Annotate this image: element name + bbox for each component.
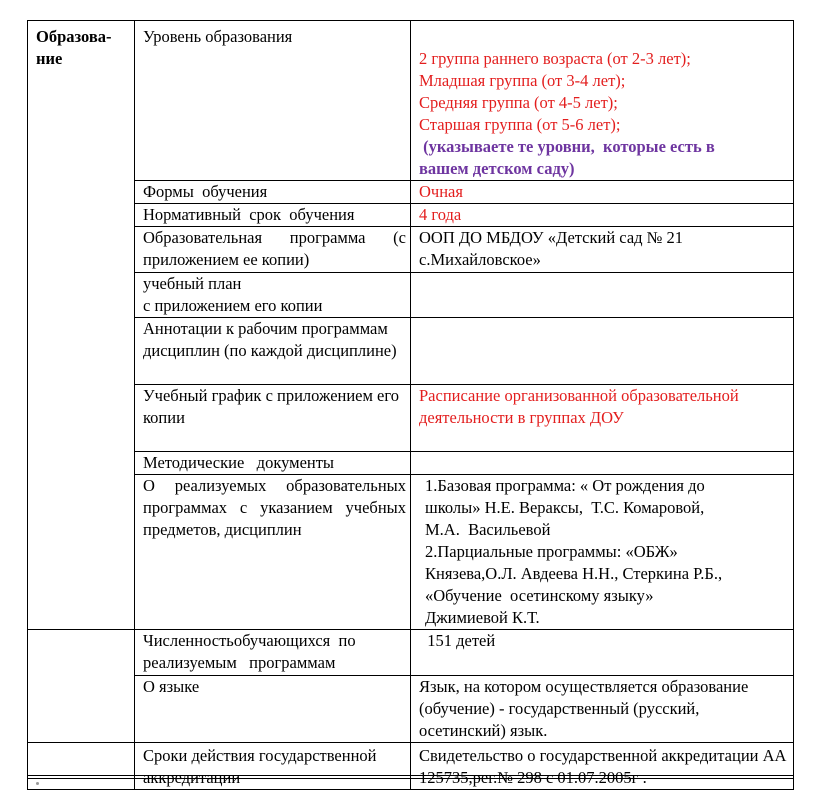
row-value-text: Очная [419,182,463,201]
row-value [411,273,794,318]
value-line: Старшая группа (от 5-6 лет); [419,115,621,134]
table-bottom-double-rule [27,775,793,779]
row-label [135,21,411,181]
row-value [411,227,794,273]
row-label-text: Формы обучения [143,182,268,201]
row-value [411,204,794,227]
row-value [411,452,794,475]
table-row [28,204,794,227]
table-row [28,385,794,452]
row-label [135,630,411,676]
value-line: Джимиевой К.Т. [425,608,540,627]
row-label-text: О языке [143,677,200,696]
table-row [28,743,794,790]
row-label [135,743,411,790]
row-label-text: Аннотации к рабочим программам дисциплин (по каждой дисциплине) [143,319,397,360]
row-value [411,21,794,181]
value-line: «Обучение осетинскому языку» [425,586,654,605]
table-row [28,630,794,676]
row-value-text: Свидетельство о государственной аккредитации АА 125735,рег.№ 298 с 01.07.2005г . [419,746,787,787]
row-value [411,743,794,790]
section-label-cell [28,21,135,630]
value-line: школы» Н.Е. Вераксы, Т.С. Комаровой, [425,498,705,517]
row-label-text: Нормативный срок обучения [143,205,355,224]
document-table [27,20,794,790]
row-value [411,385,794,452]
row-value [411,630,794,676]
row-value [411,181,794,204]
footnote-mark [36,782,39,785]
row-label-text: Учебный график с приложением его копии [143,386,399,427]
row-value-text: Язык, на котором осуществляется образование (обучение) - государственный (русский, осетинский) язык. [419,677,749,740]
row-label [135,273,411,318]
table-row [28,318,794,385]
row-label-text: Методические документы [143,453,335,472]
row-value-text: Расписание организованной образовательной деятельности в группах ДОУ [419,386,739,427]
row-label [135,181,411,204]
value-line: 2.Парциальные программы: «ОБЖ» [425,542,678,561]
row-value-text: 4 года [419,205,462,224]
value-line: 1.Базовая программа: « От рождения до [425,476,705,495]
row-label [135,318,411,385]
row-label-text: Сроки действия государственной аккредитации [143,746,377,787]
row-value-text: ООП ДО МБДОУ «Детский сад № 21 с.Михайловское» [419,228,684,269]
value-line: 2 группа раннего возраста (от 2-3 лет); [419,49,691,68]
value-note-line: вашем детском саду) [419,159,575,178]
row-label [135,204,411,227]
row-label [135,475,411,630]
section-label: Образова- ние [36,27,112,68]
empty-cell [28,630,135,743]
row-value [411,475,794,630]
table-row [28,181,794,204]
value-line: Князева,О.Л. Авдеева Н.Н., Стеркина Р.Б., [425,564,723,583]
empty-cell [28,743,135,790]
table-row [28,452,794,475]
row-label [135,227,411,273]
table-row [28,676,794,743]
value-line: М.А. Васильевой [425,520,551,539]
row-value-text: 151 детей [419,631,496,650]
row-value [411,318,794,385]
row-label-text: Образовательная программа (с приложением ее копии) [143,228,406,269]
row-label-text: учебный план с приложением его копии [143,274,323,315]
table-row [28,475,794,630]
row-label-text: Численностьобучающихся по реализуемым программам [143,631,360,672]
row-label-text: О реализуемых образовательных программах с указанием учебных предметов, дисциплин [143,476,406,539]
value-line: Средняя группа (от 4-5 лет); [419,93,618,112]
row-label [135,452,411,475]
table-row [28,227,794,273]
row-value [411,676,794,743]
value-line: Младшая группа (от 3-4 лет); [419,71,626,90]
row-label [135,676,411,743]
table-row [28,273,794,318]
row-label [135,385,411,452]
value-note-line: (указываете те уровни, которые есть в [419,137,715,156]
table-row [28,21,794,181]
row-label-text: Уровень образования [143,27,293,46]
